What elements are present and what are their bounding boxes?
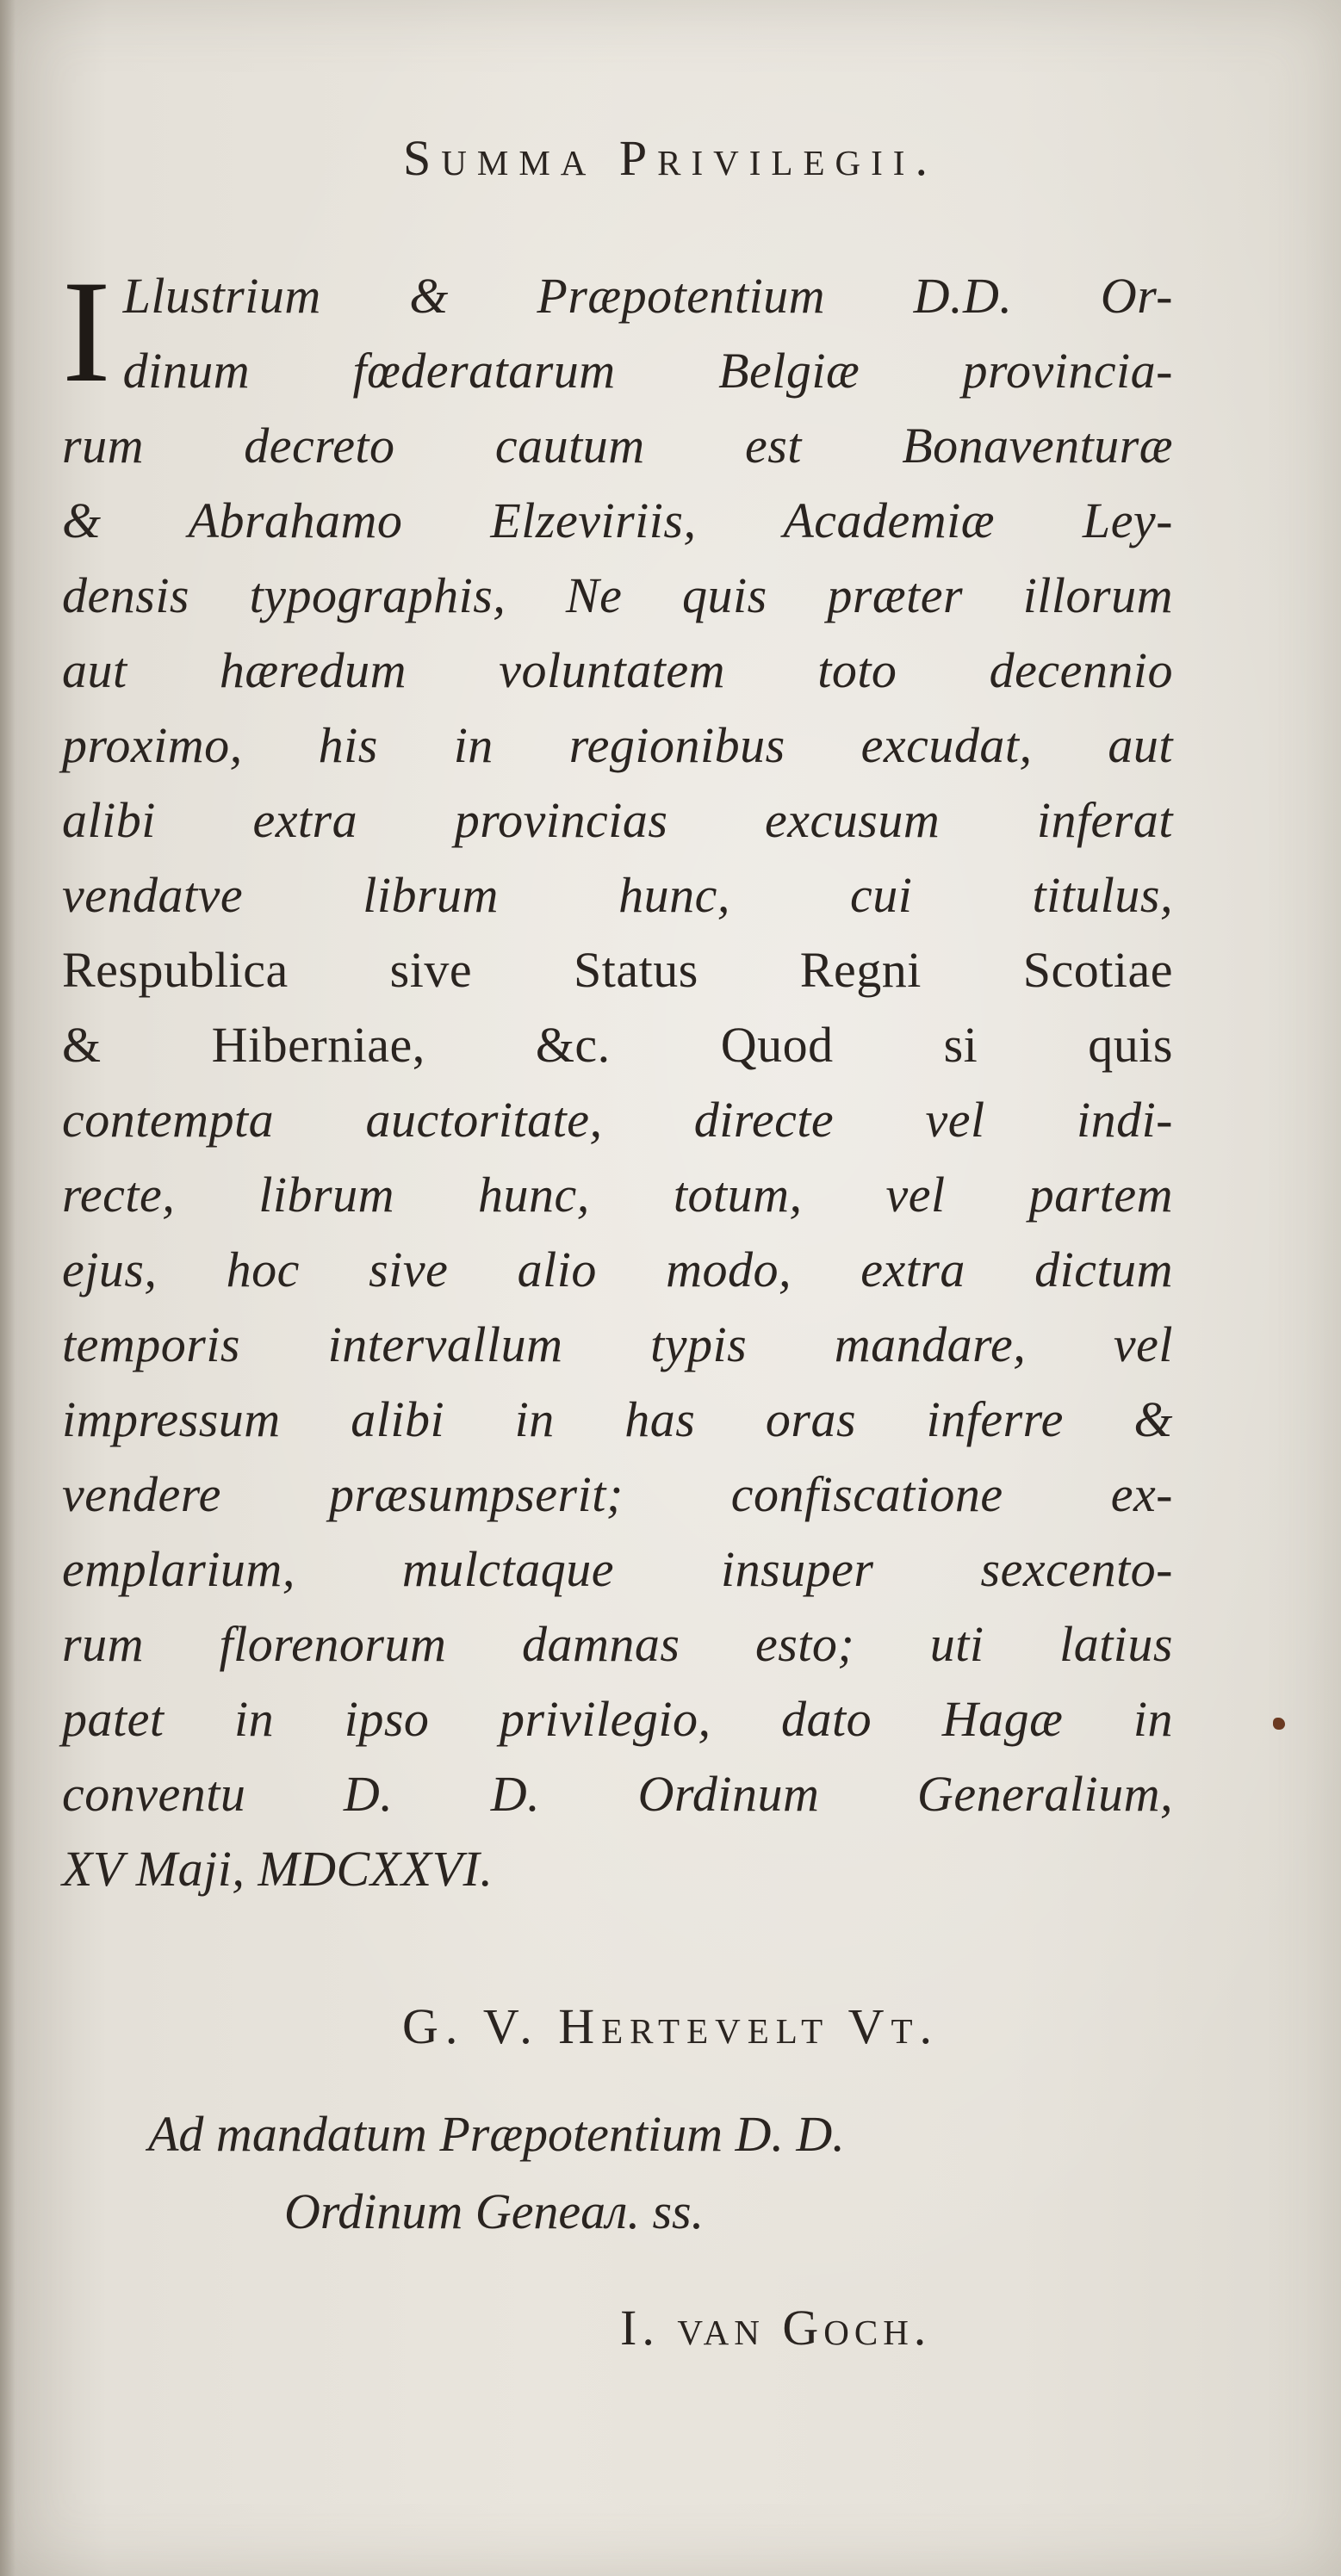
text-line-6: aut hæredum voluntatem toto decennio: [62, 642, 1173, 698]
text-line-15: temporis intervallum typis mandare, vel: [62, 1316, 1173, 1372]
signature-mandate-line-1: Ad mandatum Præpotentium D. D.: [148, 2106, 845, 2162]
text-line-11: & Hiberniae, &c. Quod si quis: [62, 1017, 1173, 1073]
signature-mandate-line-2: Ordinum Geneал. ss.: [284, 2183, 705, 2239]
text-line-13: recte, librum hunc, totum, vel partem: [62, 1167, 1173, 1223]
text-line-1: Llustrium & Præpotentium D.D. Or-: [122, 268, 1173, 324]
text-line-20: patet in ipso privilegio, dato Hagæ in: [62, 1691, 1173, 1747]
privilege-text: [62, 251, 1173, 1906]
text-line-19: rum florenorum damnas esto; uti latius: [62, 1616, 1173, 1672]
drop-cap: I: [62, 251, 111, 412]
text-line-3: rum decreto cautum est Bonaventuræ: [62, 418, 1173, 474]
text-line-2: dinum fœderatarum Belgiæ provincia-: [122, 343, 1173, 399]
text-line-14: ejus, hoc sive alio modo, extra dictum: [62, 1242, 1173, 1297]
text-line-21: conventu D. D. Ordinum Generalium,: [62, 1766, 1173, 1822]
text-line-4: & Abrahamo Elzeviriis, Academiæ Ley-: [62, 492, 1173, 548]
text-line-7: proximo, his in regionibus excudat, aut: [62, 717, 1173, 773]
text-line-16: impressum alibi in has oras inferre &: [62, 1391, 1173, 1447]
text-line-10: Respublica sive Status Regni Scotiae: [62, 942, 1173, 998]
text-line-22: XV Maji, MDCXXVI.: [62, 1841, 494, 1897]
signature-hertevelt: G. V. Hertevelt Vt.: [401, 1998, 939, 2054]
text-line-8: alibi extra provincias excusum inferat: [62, 792, 1173, 848]
text-line-12: contempta auctoritate, directe vel indi-: [62, 1092, 1173, 1148]
page-heading: Summa Privilegii.: [403, 130, 938, 186]
text-line-9: vendatve librum hunc, cui titulus,: [62, 867, 1173, 923]
paper-stain: [1273, 1718, 1285, 1730]
signature-van-goch: I. van Goch.: [620, 2300, 932, 2356]
text-line-18: emplarium, mulctaque insuper sexcento-: [62, 1541, 1173, 1597]
text-line-5: densis typographis, Ne quis præter illorum: [62, 567, 1173, 623]
text-line-17: vendere præsumpserit; confiscatione ex-: [62, 1466, 1173, 1522]
